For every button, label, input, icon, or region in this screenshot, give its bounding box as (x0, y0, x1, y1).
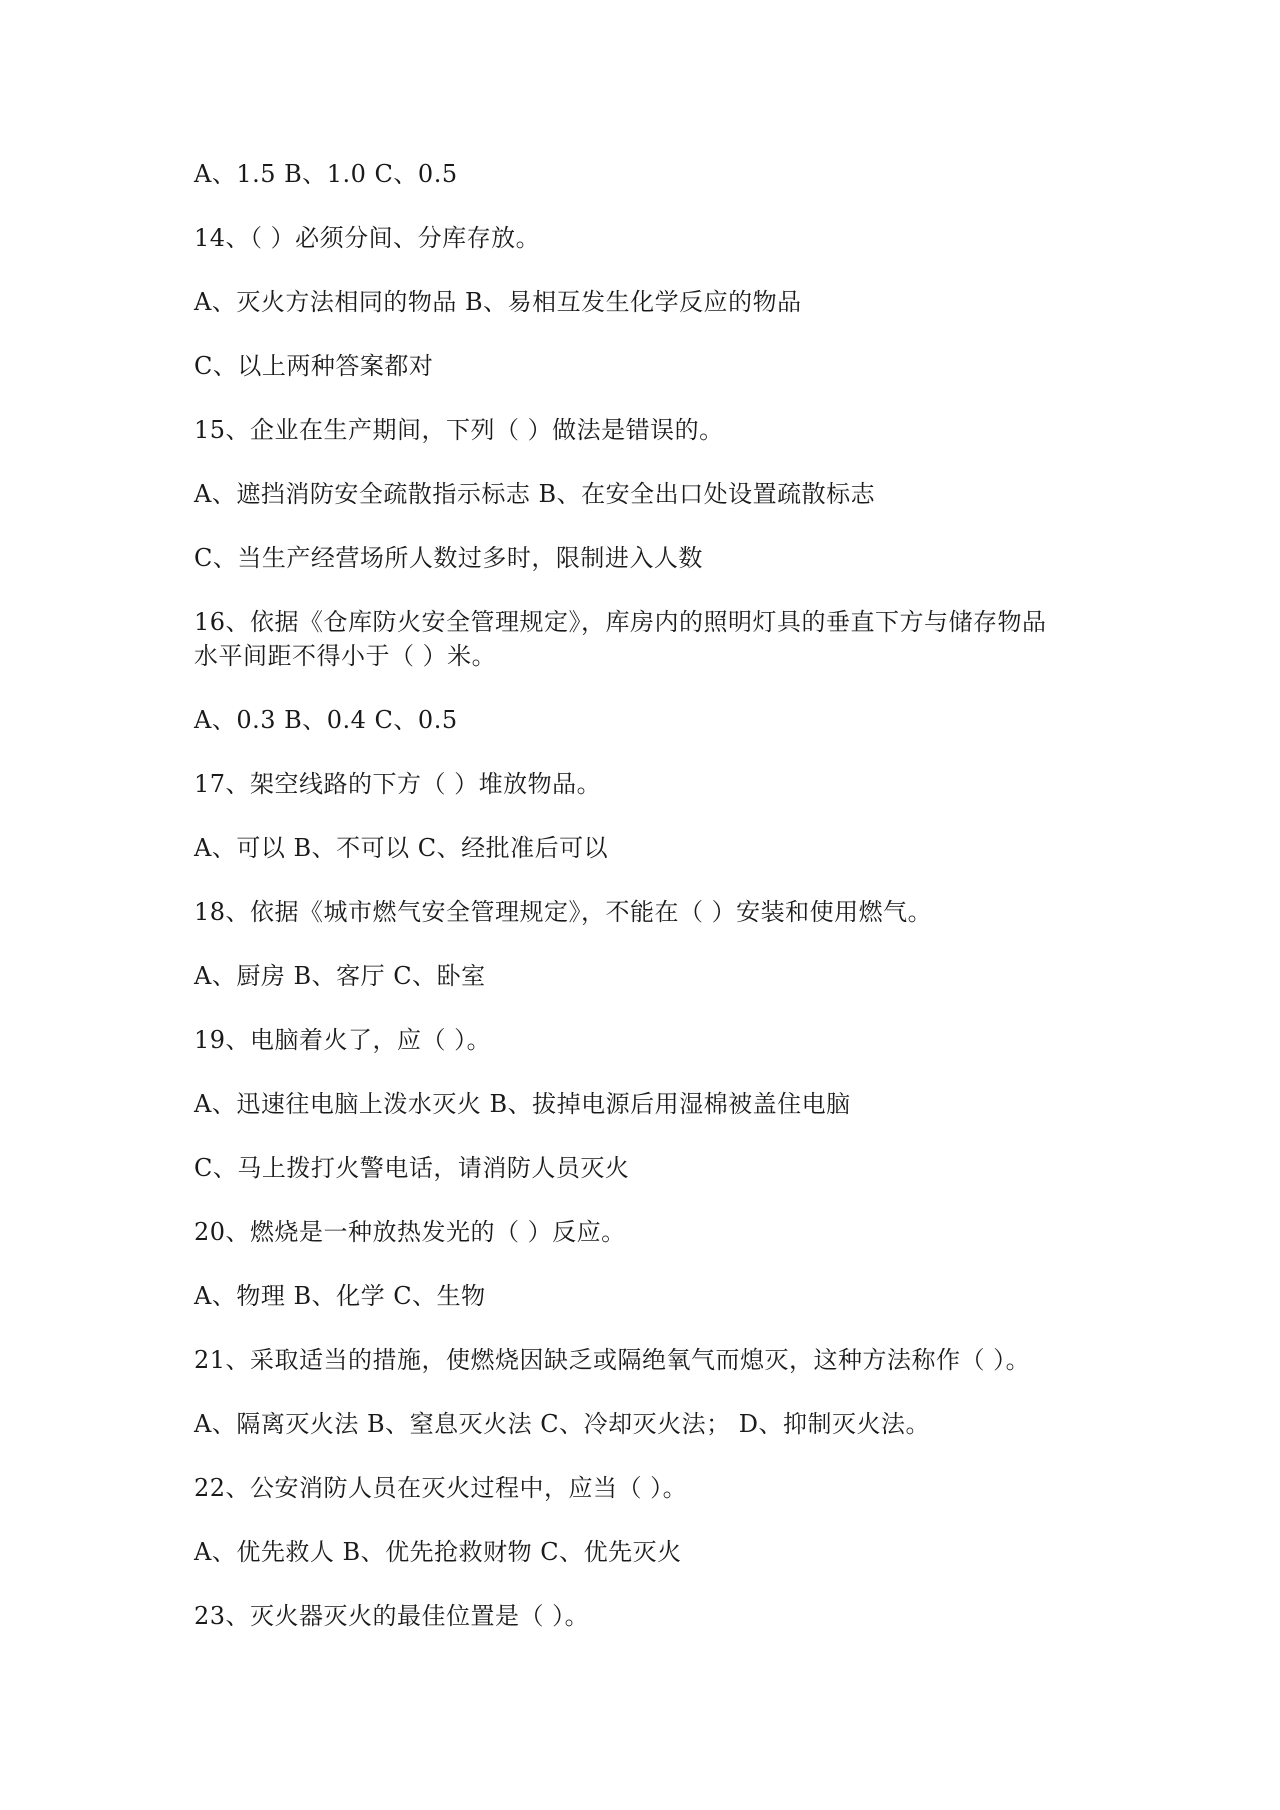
option-line-q19-a: A、迅速往电脑上泼水灭火 B、拔掉电源后用湿棉被盖住电脑 (194, 1090, 851, 1118)
question-14: 14、（ ）必须分间、分库存放。 (194, 224, 541, 252)
question-22: 22、公安消防人员在灭火过程中，应当（ ）。 (194, 1474, 688, 1502)
option-line-q13: A、1.5 B、1.0 C、0.5 (194, 160, 458, 188)
option-line-q22: A、优先救人 B、优先抢救财物 C、优先灭火 (194, 1538, 682, 1566)
option-line-q16: A、0.3 B、0.4 C、0.5 (194, 706, 458, 734)
option-line-q14-a: A、灭火方法相同的物品 B、易相互发生化学反应的物品 (194, 288, 802, 316)
option-line-q20: A、物理 B、化学 C、生物 (194, 1282, 486, 1310)
option-line-q15-a: A、遮挡消防安全疏散指示标志 B、在安全出口处设置疏散标志 (194, 480, 876, 508)
option-line-q21: A、隔离灭火法 B、窒息灭火法 C、冷却灭火法； D、抑制灭火法。 (194, 1410, 930, 1438)
question-19: 19、电脑着火了，应（ ）。 (194, 1026, 492, 1054)
question-16-line-1: 16、依据《仓库防火安全管理规定》，库房内的照明灯具的垂直下方与储存物品 (194, 608, 1047, 636)
question-17: 17、架空线路的下方（ ）堆放物品。 (194, 770, 602, 798)
question-16-line-2: 水平间距不得小于（ ）米。 (194, 642, 497, 670)
question-15: 15、企业在生产期间，下列（ ）做法是错误的。 (194, 416, 724, 444)
option-line-q18: A、厨房 B、客厅 C、卧室 (194, 962, 486, 990)
question-23: 23、灭火器灭火的最佳位置是（ ）。 (194, 1602, 590, 1630)
option-line-q19-c: C、马上拨打火警电话，请消防人员灭火 (194, 1154, 630, 1182)
question-18: 18、依据《城市燃气安全管理规定》，不能在（ ）安装和使用燃气。 (194, 898, 933, 926)
question-21: 21、采取适当的措施，使燃烧因缺乏或隔绝氧气而熄灭，这种方法称作（ ）。 (194, 1346, 1031, 1374)
option-line-q15-c: C、当生产经营场所人数过多时，限制进入人数 (194, 544, 703, 572)
option-line-q17: A、可以 B、不可以 C、经批准后可以 (194, 834, 609, 862)
question-20: 20、燃烧是一种放热发光的（ ）反应。 (194, 1218, 626, 1246)
option-line-q14-c: C、以上两种答案都对 (194, 352, 434, 380)
